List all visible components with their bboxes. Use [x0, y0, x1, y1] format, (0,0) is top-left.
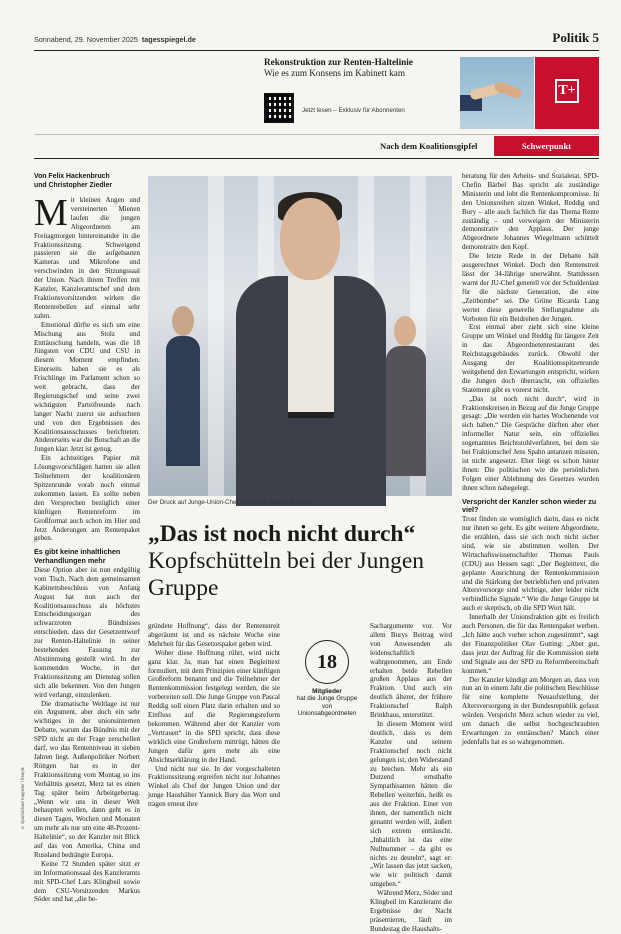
column-3 — [370, 622, 452, 934]
tplus-logo: T+ — [555, 79, 579, 103]
site-name[interactable]: tagesspiegel.de — [141, 35, 196, 44]
paragraph: Und nicht nur sie. In der vorgeschalteten Fraktionssitzung ergreifen nicht nur Johannes Winkel als Chef der Jungen Union und der junge Haushälter Yannick Bury das Wort und tragen erneut ihre — [148, 764, 280, 809]
headline — [148, 521, 452, 602]
paragraph: Der Kanzler kündigt am Morgen an, dass von nun an in einem Jahr die politischen Beschlüsse für eine komplette Neuaufstellung der Altersversorgung in der Bundesrepublik gefasst würden. Verspricht Merz schon wieder zu viel, um danach die selbst hochgeschraubten Erwartungen zu enttäuschen? Manch einer jedenfalls hat es so wahrgenommen. — [462, 675, 599, 746]
subheading: Es gibt keine inhaltlichen Verhandlungen mehr — [34, 547, 121, 566]
promo-rule — [34, 134, 599, 135]
paragraph: Woher diese Hoffnung rührt, wird nicht ganz klar. Ja, man hat einen Begleittext formuliert, mit dem Prinzipien einer künftigen Großreform benannt und die Teilnehmer der Rentenkommission festgelegt werden, die sie vorbereiten soll. Die Junge Gruppe von Pascal Reddig soll einen Platz darin erhalten und so Einfluss auf die Regierungsreform bekommen. Während aber der Kanzler vom „Vertrauen“ in die SPD spricht, dass diese wirklich eine Großreform mittrügt, hätten die Jungen dafür gern mehr als eine Absichtserklärung in der Hand. — [148, 648, 280, 764]
paragraph: Keine 72 Stunden später sitzt er im Informationssaal des Kanzleramts mit SPD-Chef Lars Klingbeil sowie dem CSU-Vorsitzenden Markus Söder und hat „die be- — [34, 859, 140, 904]
info-text: hat die Junge Gruppe von Unionsabgeordneten — [296, 695, 358, 718]
column-1 — [34, 172, 140, 904]
paragraph: „Das ist noch nicht durch“, wird in Fraktionskreisen in Bezug auf die Junge Gruppe gesagt: „Die werden ein hartes Wochenende vor sich haben.“ Die Gespräche dürften aber eher informeller Natur sein, ein offizielles sogenanntes Beichtstuhlverfahren, bei dem sie bei Fraktionschef Jens Spahn antanzen müssten, ist nicht angesetzt. Eher liegt es schon hinter ihnen: Die politischen wie die persönlichen Folgen einer Ablehnung des Gesetzes wurden ihnen schon nahegelegt. — [462, 394, 599, 492]
info-number: 18 — [305, 640, 349, 684]
paragraph: beratung für den Arbeits- und Sozialetat. SPD-Chefin Bärbel Bas spricht als zuständige Ministerin und lobt die Rentenkompromisse. In den Unionsreihen sitzen Winkel, Reddig und Bury – alle auch fachlich für das Thema Rente zuständig – und verweigern der Ministerin demonstrativ den Applaus. Der junge Abgeordnete Johannes Wiegelmann schüttelt demonstrativ den Kopf. — [462, 172, 599, 252]
issue-date: Sonnabend, 29. November 2025 tagesspiegel.de — [34, 35, 196, 44]
column-4 — [462, 172, 599, 747]
paragraph: Sachargumente vor. Vor allem Burys Beitrag wird von Anwesenden als leidenschaftlich wahrgenommen, am Ende erhalten beide Rebellen großen Applaus aus der Fraktion. Und auch ein deutlich älterer, der frühere Fraktionschef Ralph Brinkhaus, unterstützt. — [370, 622, 452, 720]
promo-box[interactable] — [264, 57, 599, 131]
paragraph: Die letzte Rede in der Debatte hält ausgerechnet Winkel. Doch den Rentenstreit lässt der 34-Jährige unerwähnt. Stattdessen warnt der JU-Chef generell vor der Schuldenlast für die nächste Generation, die eine „Zeitbombe“ sei. Die Grüne Ricarda Lang wertet diese generelle Stellungnahme als Vorboten für ein Beidrehen der Jungen. — [462, 252, 599, 323]
section-title: Politik 5 — [552, 30, 599, 45]
headline-quote: „Das ist noch nicht durch“ — [148, 521, 416, 547]
paragraph: Ein achtseitiges Papier mit Lösungsvorschlägen hatten sie allen Teilnehmern der koalitionären Spitzenrunde vorab noch einmal zukommen lassen. Es sollte neben den Versprechen bezüglich einer künftigen Rentenreform im Großformat auch schon im Hier und Jetzt Änderungen am Rentenpaket geben. — [34, 454, 140, 543]
column-2 — [148, 622, 280, 809]
info-box — [292, 640, 362, 740]
byline: Von Felix Hackenbruch und Christopher Ziedler — [34, 173, 113, 189]
paragraph: gründete Hoffnung“, dass der Rentenstreit abgeräumt ist und es nächste Woche eine Mehrheit für das Gesetzespaket geben wird. — [148, 622, 280, 648]
paragraph: Innerhalb der Unionsfraktion gibt es freilich auch Personen, die für das Rentenpaket werben. „Ich hätte auch vorher schon zugestimmt“, sagt der Finanzpolitiker Olav Gutting: „Aber gut, dass jetzt der Auftrag für die Kommission steht und Signale aus der SPD zu Reformbereitschaft kommen.“ — [462, 613, 599, 675]
paragraph: Die dramatische Weltlage ist nur ein Argument, aber doch ein sehr wichtiges in der unionsinternen Debatte, warum das Bündnis mit der SPD nicht an der Frage zerschellen darf, wo das Rentenniveau in sieben Jahren liegt. Außenpolitiker Norbert Röttgen hat es in der Fraktionssitzung vom Montag so ins Verhältnis gesetzt, Merz tat es einen Tag später beim Arbeitgebertag. „Wenn wir uns in dieser Welt behaupten wollen, dann geht es in diesen Tagen, Wochen und Monaten um mehr als nur um eine 48-Prozent-Haltelinie“, so der Kanzler mit Blick auf das von Amerika, China und Russland bedrängte Europa. — [34, 699, 140, 859]
kicker: Nach dem Koalitionsgipfel — [380, 141, 478, 151]
promo-subtitle: Wie es zum Konsens im Kabinett kam — [264, 68, 405, 78]
photo-credit: © dpa/Michael Kappeler / freepik — [20, 767, 25, 830]
paragraph: Erst einmal aber zieht sich eine kleine Gruppe um Winkel und Reddig für längere Zeit in das Abgeordnetenrestaurant des Reichstagsgebäudes zurück. Obwohl der Ausgang der Koalitionsspitzenrunde weitgehend den Erwartungen entspricht, wirken die Jungen doch überrascht, ein offizielles Statement gibt es vorerst nicht. — [462, 323, 599, 394]
promo-cta[interactable]: Jetzt lesen – Exklusiv für Abonnenten — [302, 107, 405, 114]
info-label: Mitglieder — [312, 688, 342, 695]
paragraph: Emotional dürfte es sich um eine Mischung aus Stolz und Enttäuschung handeln, was die 18 Jüngsten von CDU und CSU in diesem Moment empfinden. Einerseits haben sie es als Frischlinge im Parlament schon so weit gebracht, dass der Regierungschef und seine zwei wichtigsten Parteifreunde nach langer Nacht zuerst sie aufsuchten und von den Ergebnissen des Koalitionsausschusses berichteten. Andererseits war die Botschaft an die Jungen klar: Jetzt ist genug. — [34, 320, 140, 454]
paragraph: Während Merz, Söder und Klingbeil im Kanzleramt die Ergebnisse der Nacht präsentieren, läuft im Bundestag die Haushalts- — [370, 889, 452, 933]
article-photo — [148, 176, 452, 496]
schwerpunkt-tag: Schwerpunkt — [494, 136, 599, 156]
subheading: Verspricht der Kanzler schon wieder zu viel? — [462, 496, 597, 515]
paragraph: In diesem Moment wird deutlich, dass es dem Kanzler und seinem Fraktionschef noch nicht gelungen ist, den Widerstand zu brechen. Mehr als ein Dutzend ernsthafte Sympathisanten hätten die Rebellen weiterhin, heißt es aus der Fraktion. Einer von ihnen, der namentlich nicht genannt werden will, äußert sich extrem enttäuscht. „Inhaltlich ist das eine Nullnummer – da gibt es nichts zu deuteln“, sagt er: „Wir lassen das jetzt sacken, wie wir politisch damit umgehen.“ — [370, 719, 452, 889]
kicker-rule — [34, 158, 599, 159]
photo-caption: Der Druck auf Junge-Union-Chef Johannes Winkel ist hoch. — [148, 499, 312, 506]
paragraph: Diese Option aber ist nun endgültig vom Tisch. Nach dem gemeinsamen Kabinettsbeschluss von Anfang August hat nun auch der Koalitionsausschuss als höchstes Entscheidungsorgan des schwarzroten Bündnisses entschieden, dass der Gesetzentwurf zur Renten-Haltelinie in seiner bestehenden Fassung zur Abstimmung gestellt wird. In der kommenden Woche, in der Fraktionssitzung am Dienstag sollen sich alle bekennen. Von den Jungen wird verlangt, einzulenken. — [34, 565, 140, 699]
tplus-badge — [535, 57, 599, 129]
headline-text: Kopfschütteln bei der Jungen Gruppe — [148, 548, 425, 601]
lead-paragraph: Mit kleinen Augen und versteinerten Mienen laufen die jungen Abgeordneten am Freitagmorgen hintereinander in die Fraktionssitzung. Schweigend passieren sie die aufgebauten Kameras und Mikrofone und verschwinden in den Sitzungssaal der Union. Nach ihrem Treffen mit Kanzler, Kanzleramtschef und dem Fraktionsvorsitzenden wirken die Rentenrebellen auf einmal sehr zahm. — [34, 192, 140, 320]
page-header — [34, 30, 599, 47]
header-rule — [34, 50, 599, 51]
qr-code[interactable] — [264, 93, 294, 123]
promo-title: Rekonstruktion zur Renten-Haltelinie — [264, 57, 413, 67]
paragraph: Trost finden sie womöglich darin, dass es nicht nur ihnen so geht. Es gibt weitere Abgeordnete, die erzählen, dass sie sich noch nicht sicher sind, wie sie abstimmen wollen. Der Wirtschaftswissenschaftler Thomas Pauls (CDU) aus Hessen sagt: „Der Begleittext, die geplante Ausrichtung der Rentenkommission und die Stärkung der betrieblichen und privaten Altersvorsorge sind wichtige, aber leider nicht verbindliche Signale.“ Wie die Junge Gruppe ist auch er skeptisch, ob die SPD Wort hält. — [462, 515, 599, 613]
handshake-image — [460, 57, 534, 129]
drop-cap: M — [34, 192, 68, 234]
